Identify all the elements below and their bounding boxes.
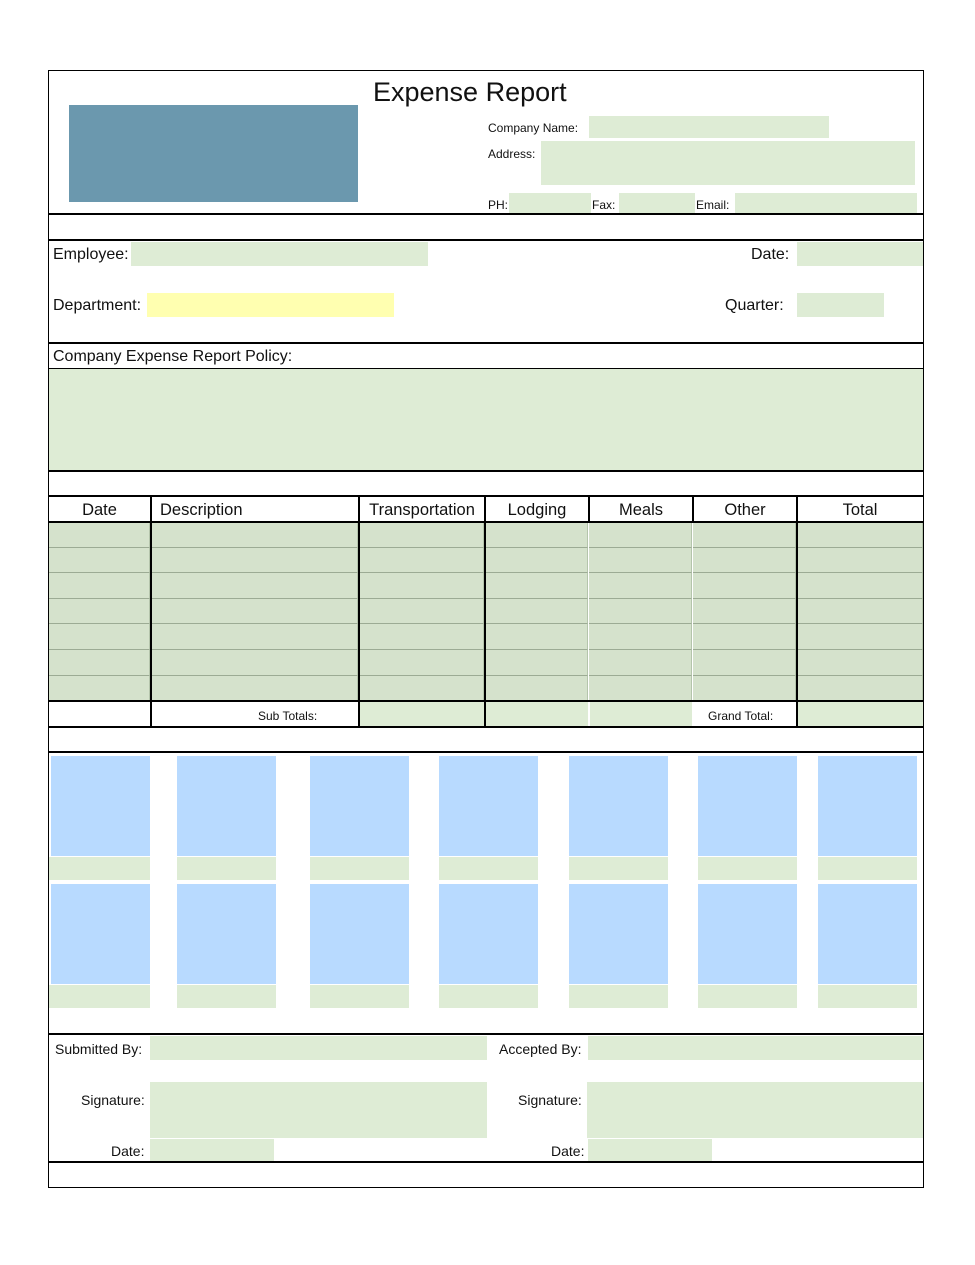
accepted-by-field[interactable] (588, 1036, 923, 1060)
receipt-image-placeholder[interactable] (310, 756, 409, 856)
col-total: Total (842, 501, 878, 519)
receipt-caption-field[interactable] (49, 857, 150, 880)
submitted-by-label: Submitted By: (55, 1041, 143, 1057)
receipt-caption-field[interactable] (439, 857, 538, 880)
cell-date[interactable] (49, 650, 150, 676)
cell-transportation[interactable] (359, 676, 484, 702)
company-name-label: Company Name: (488, 121, 579, 135)
cell-other[interactable] (693, 650, 796, 676)
receipt-image-placeholder[interactable] (439, 884, 538, 984)
divider (48, 239, 924, 241)
cell-lodging[interactable] (485, 548, 588, 574)
employee-field[interactable] (131, 242, 428, 266)
cell-description[interactable] (151, 522, 358, 548)
receipt-caption-field[interactable] (49, 985, 150, 1008)
submitted-date-label: Date: (111, 1143, 145, 1159)
receipt-caption-field[interactable] (698, 857, 797, 880)
col-date: Date (82, 501, 117, 519)
receipt-caption-field[interactable] (569, 857, 668, 880)
receipt-image-placeholder[interactable] (569, 884, 668, 984)
receipt-image-placeholder[interactable] (51, 756, 150, 856)
accepted-signature-label: Signature: (518, 1092, 582, 1108)
cell-meals[interactable] (589, 650, 692, 676)
fax-field[interactable] (619, 193, 695, 215)
cell-meals[interactable] (589, 624, 692, 650)
receipt-caption-field[interactable] (569, 985, 668, 1008)
receipt-caption-field[interactable] (310, 985, 409, 1008)
cell-date[interactable] (49, 573, 150, 599)
col-divider (796, 495, 798, 727)
cell-total[interactable] (797, 548, 923, 574)
submitted-by-field[interactable] (150, 1036, 487, 1060)
department-label: Department: (53, 297, 142, 314)
subtotal-lodging[interactable] (486, 702, 588, 726)
cell-date[interactable] (49, 624, 150, 650)
col-lodging: Lodging (507, 501, 567, 519)
cell-total[interactable] (797, 599, 923, 625)
table-top-border (48, 495, 924, 497)
cell-lodging[interactable] (485, 624, 588, 650)
fax-label: Fax: (592, 198, 616, 212)
receipt-image-placeholder[interactable] (177, 756, 276, 856)
email-label: Email: (696, 198, 730, 212)
grand-total-label: Grand Total: (708, 709, 774, 723)
cell-lodging[interactable] (485, 650, 588, 676)
receipt-caption-field[interactable] (818, 857, 917, 880)
cell-description[interactable] (151, 624, 358, 650)
receipt-image-placeholder[interactable] (177, 884, 276, 984)
cell-date[interactable] (49, 676, 150, 702)
submitted-date-field[interactable] (150, 1139, 274, 1161)
date-label: Date: (751, 246, 790, 263)
accepted-by-label: Accepted By: (499, 1041, 582, 1057)
col-divider (150, 495, 152, 727)
quarter-label: Quarter: (725, 297, 784, 314)
company-name-field[interactable] (589, 116, 829, 138)
receipt-image-placeholder[interactable] (439, 756, 538, 856)
col-transportation: Transportation (369, 501, 475, 519)
receipt-caption-field[interactable] (818, 985, 917, 1008)
cell-transportation[interactable] (359, 650, 484, 676)
cell-meals[interactable] (589, 522, 692, 548)
cell-transportation[interactable] (359, 522, 484, 548)
policy-label: Company Expense Report Policy: (53, 348, 293, 365)
receipt-image-placeholder[interactable] (310, 884, 409, 984)
receipt-caption-field[interactable] (177, 857, 276, 880)
phone-field[interactable] (509, 193, 591, 215)
company-logo[interactable] (69, 105, 358, 202)
page-title: Expense Report (373, 77, 567, 107)
cell-other[interactable] (693, 573, 796, 599)
receipt-image-placeholder[interactable] (818, 884, 917, 984)
cell-description[interactable] (151, 599, 358, 625)
receipt-caption-field[interactable] (439, 985, 538, 1008)
divider (48, 751, 924, 753)
cell-total[interactable] (797, 624, 923, 650)
divider (48, 213, 924, 215)
grand-total-field[interactable] (798, 702, 923, 726)
cell-lodging[interactable] (485, 522, 588, 548)
cell-date[interactable] (49, 548, 150, 574)
subtotal-transportation[interactable] (360, 702, 484, 726)
cell-meals[interactable] (589, 599, 692, 625)
receipt-image-placeholder[interactable] (698, 756, 797, 856)
cell-description[interactable] (151, 650, 358, 676)
quarter-field[interactable] (797, 293, 884, 317)
address-field[interactable] (541, 141, 915, 185)
divider (48, 521, 924, 523)
cell-other[interactable] (693, 548, 796, 574)
submitted-signature-field[interactable] (150, 1082, 487, 1138)
cell-meals[interactable] (589, 548, 692, 574)
col-meals: Meals (618, 501, 663, 519)
divider (48, 726, 924, 728)
divider (48, 1033, 924, 1035)
cell-date[interactable] (49, 522, 150, 548)
cell-meals[interactable] (589, 676, 692, 702)
receipt-image-placeholder[interactable] (569, 756, 668, 856)
col-divider (484, 495, 486, 727)
subtotals-label: Sub Totals: (258, 709, 318, 723)
receipt-image-placeholder[interactable] (698, 884, 797, 984)
subtotal-meals[interactable] (590, 702, 692, 726)
cell-other[interactable] (693, 522, 796, 548)
cell-description[interactable] (151, 573, 358, 599)
policy-field[interactable] (49, 369, 923, 470)
cell-total[interactable] (797, 573, 923, 599)
accepted-date-label: Date: (551, 1143, 585, 1159)
cell-lodging[interactable] (485, 676, 588, 702)
phone-label: PH: (488, 198, 509, 212)
cell-lodging[interactable] (485, 573, 588, 599)
divider (48, 470, 924, 472)
cell-other[interactable] (693, 599, 796, 625)
divider (48, 1161, 924, 1163)
accepted-signature-field[interactable] (587, 1082, 923, 1138)
receipt-caption-field[interactable] (698, 985, 797, 1008)
cell-transportation[interactable] (359, 548, 484, 574)
col-divider (588, 495, 590, 521)
cell-date[interactable] (49, 599, 150, 625)
col-divider (692, 495, 694, 521)
receipt-image-placeholder[interactable] (818, 756, 917, 856)
cell-total[interactable] (797, 650, 923, 676)
date-field[interactable] (797, 242, 923, 266)
receipt-caption-field[interactable] (177, 985, 276, 1008)
cell-lodging[interactable] (485, 599, 588, 625)
cell-transportation[interactable] (359, 573, 484, 599)
receipt-image-placeholder[interactable] (51, 884, 150, 984)
cell-total[interactable] (797, 522, 923, 548)
cell-transportation[interactable] (359, 624, 484, 650)
cell-total[interactable] (797, 676, 923, 702)
cell-other[interactable] (693, 676, 796, 702)
accepted-date-field[interactable] (588, 1139, 712, 1161)
col-divider (358, 495, 360, 727)
cell-transportation[interactable] (359, 599, 484, 625)
employee-label: Employee: (53, 246, 129, 263)
cell-description[interactable] (151, 676, 358, 702)
receipt-caption-field[interactable] (310, 857, 409, 880)
col-other: Other (724, 501, 766, 519)
col-description: Description (160, 501, 243, 519)
divider (48, 342, 924, 344)
cell-other[interactable] (693, 624, 796, 650)
department-field[interactable] (147, 293, 394, 317)
address-label: Address: (488, 147, 536, 161)
submitted-signature-label: Signature: (81, 1092, 145, 1108)
email-field[interactable] (735, 193, 917, 215)
cell-description[interactable] (151, 548, 358, 574)
cell-meals[interactable] (589, 573, 692, 599)
